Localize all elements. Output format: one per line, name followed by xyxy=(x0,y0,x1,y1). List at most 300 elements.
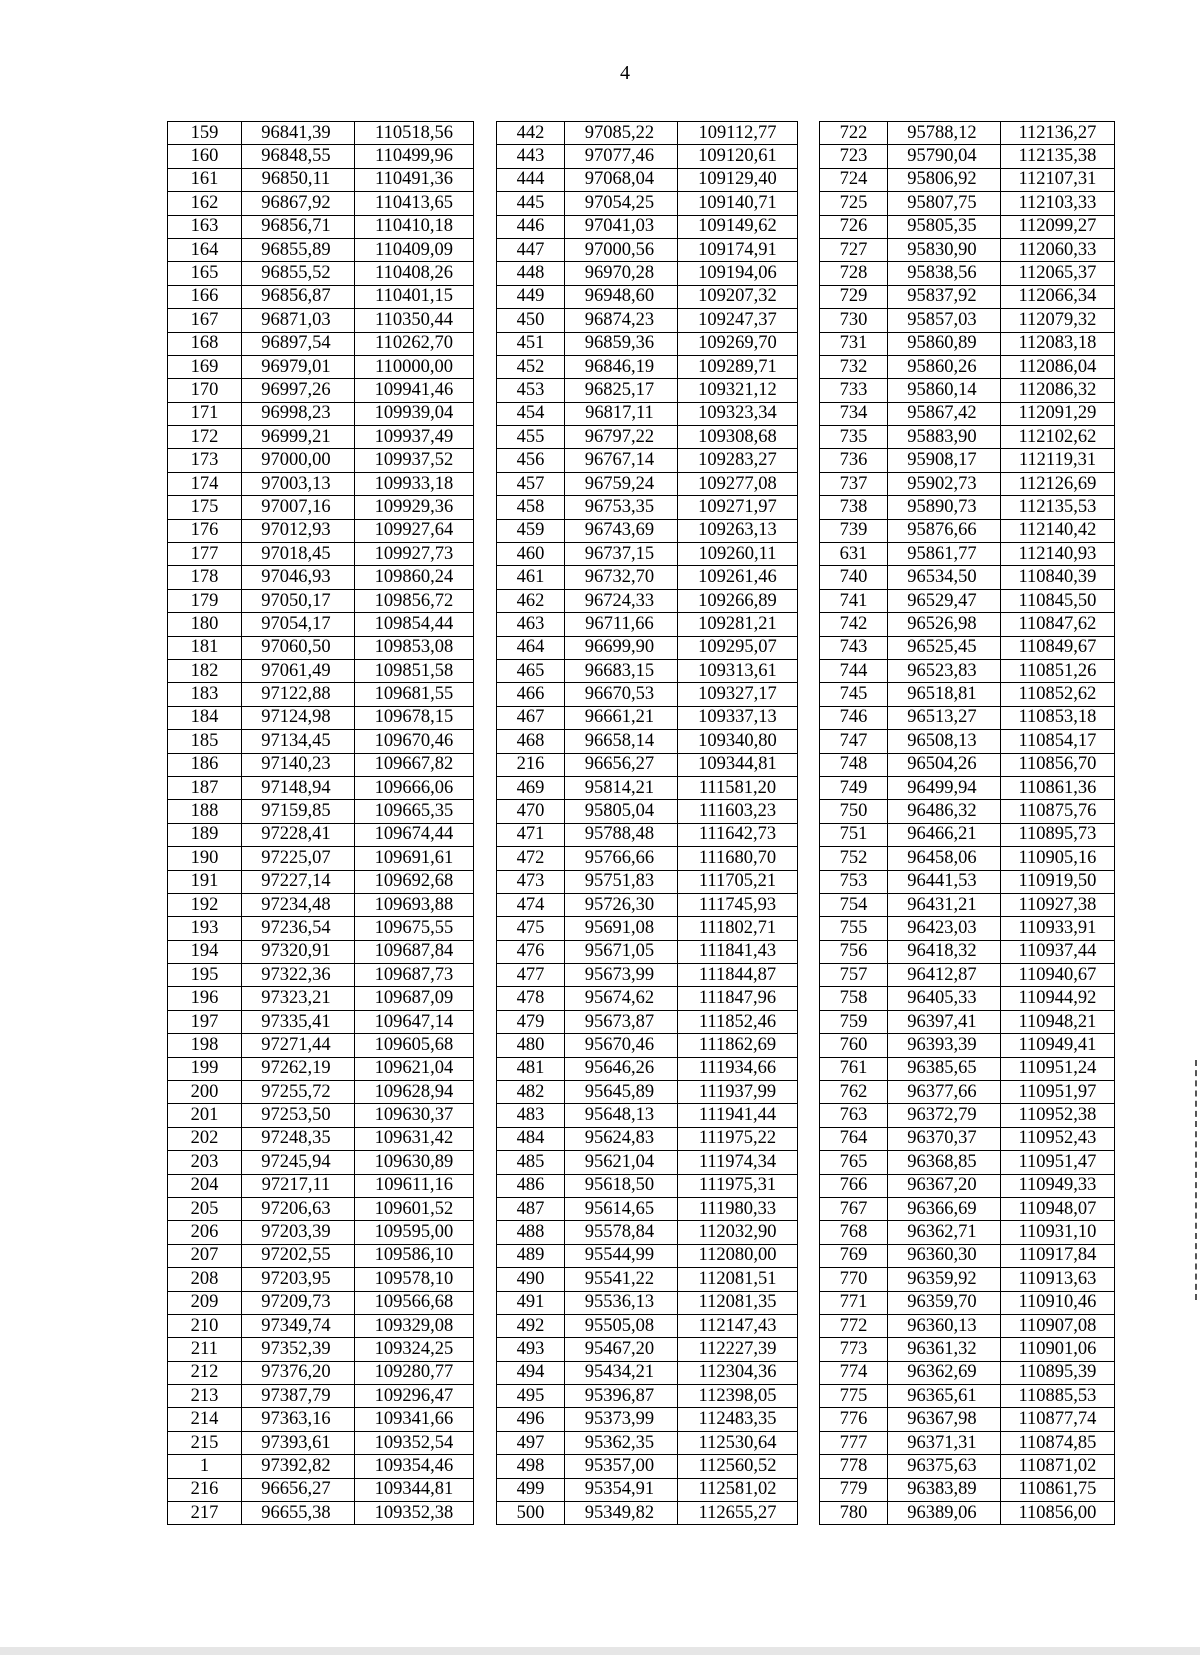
column-separator xyxy=(474,1244,497,1267)
x-coordinate-cell: 95830,90 xyxy=(887,238,1000,261)
scan-edge xyxy=(0,1647,1200,1655)
column-separator xyxy=(797,730,820,753)
x-coordinate-cell: 96856,87 xyxy=(241,285,354,308)
y-coordinate-cell: 112079,32 xyxy=(1000,309,1114,332)
table-row xyxy=(168,613,1115,636)
x-coordinate-cell: 96711,66 xyxy=(565,613,678,636)
y-coordinate-cell: 110840,39 xyxy=(1000,566,1114,589)
point-number-cell: 494 xyxy=(496,1361,565,1384)
table-row xyxy=(168,589,1115,612)
table-row xyxy=(168,1455,1115,1478)
column-separator xyxy=(474,800,497,823)
point-number-cell: 750 xyxy=(820,800,888,823)
column-separator xyxy=(474,636,497,659)
table-row xyxy=(168,1502,1115,1525)
y-coordinate-cell: 112102,62 xyxy=(1000,426,1114,449)
column-separator xyxy=(797,1338,820,1361)
x-coordinate-cell: 95751,83 xyxy=(565,870,678,893)
point-number-cell: 499 xyxy=(496,1478,565,1501)
point-number-cell: 456 xyxy=(496,449,565,472)
y-coordinate-cell: 109341,66 xyxy=(354,1408,473,1431)
y-coordinate-cell: 109323,34 xyxy=(678,402,797,425)
x-coordinate-cell: 96732,70 xyxy=(565,566,678,589)
column-separator xyxy=(797,753,820,776)
point-number-cell: 183 xyxy=(168,683,242,706)
column-separator xyxy=(797,1057,820,1080)
x-coordinate-cell: 95807,75 xyxy=(887,192,1000,215)
y-coordinate-cell: 109667,82 xyxy=(354,753,473,776)
column-separator xyxy=(797,168,820,191)
y-coordinate-cell: 110847,62 xyxy=(1000,613,1114,636)
point-number-cell: 211 xyxy=(168,1338,242,1361)
y-coordinate-cell: 109280,77 xyxy=(354,1361,473,1384)
x-coordinate-cell: 95867,42 xyxy=(887,402,1000,425)
point-number-cell: 760 xyxy=(820,1034,888,1057)
x-coordinate-cell: 95857,03 xyxy=(887,309,1000,332)
point-number-cell: 761 xyxy=(820,1057,888,1080)
y-coordinate-cell: 109621,04 xyxy=(354,1057,473,1080)
table-row xyxy=(168,332,1115,355)
column-separator xyxy=(797,1010,820,1033)
x-coordinate-cell: 95648,13 xyxy=(565,1104,678,1127)
x-coordinate-cell: 97077,46 xyxy=(565,145,678,168)
y-coordinate-cell: 111680,70 xyxy=(678,847,797,870)
y-coordinate-cell: 109281,21 xyxy=(678,613,797,636)
column-separator xyxy=(474,215,497,238)
point-number-cell: 474 xyxy=(496,893,565,916)
table-row xyxy=(168,1478,1115,1501)
column-separator xyxy=(474,870,497,893)
column-separator xyxy=(797,402,820,425)
table-row xyxy=(168,285,1115,308)
x-coordinate-cell: 96367,98 xyxy=(887,1408,1000,1431)
column-separator xyxy=(474,426,497,449)
column-separator xyxy=(474,1034,497,1057)
y-coordinate-cell: 112065,37 xyxy=(1000,262,1114,285)
table-row xyxy=(168,449,1115,472)
y-coordinate-cell: 109927,73 xyxy=(354,543,473,566)
point-number-cell: 479 xyxy=(496,1010,565,1033)
point-number-cell: 450 xyxy=(496,309,565,332)
table-row xyxy=(168,683,1115,706)
x-coordinate-cell: 96656,27 xyxy=(565,753,678,776)
x-coordinate-cell: 95860,26 xyxy=(887,355,1000,378)
column-separator xyxy=(474,613,497,636)
x-coordinate-cell: 97148,94 xyxy=(241,776,354,799)
x-coordinate-cell: 96441,53 xyxy=(887,870,1000,893)
y-coordinate-cell: 109586,10 xyxy=(354,1244,473,1267)
point-number-cell: 205 xyxy=(168,1197,242,1220)
x-coordinate-cell: 96362,69 xyxy=(887,1361,1000,1384)
point-number-cell: 489 xyxy=(496,1244,565,1267)
column-separator xyxy=(797,800,820,823)
column-separator xyxy=(797,1127,820,1150)
point-number-cell: 478 xyxy=(496,987,565,1010)
table-row xyxy=(168,355,1115,378)
y-coordinate-cell: 109937,49 xyxy=(354,426,473,449)
y-coordinate-cell: 109681,55 xyxy=(354,683,473,706)
table-row xyxy=(168,402,1115,425)
column-separator xyxy=(474,753,497,776)
y-coordinate-cell: 109939,04 xyxy=(354,402,473,425)
y-coordinate-cell: 109937,52 xyxy=(354,449,473,472)
y-coordinate-cell: 110931,10 xyxy=(1000,1221,1114,1244)
point-number-cell: 482 xyxy=(496,1081,565,1104)
x-coordinate-cell: 97007,16 xyxy=(241,496,354,519)
point-number-cell: 217 xyxy=(168,1502,242,1525)
table-row xyxy=(168,543,1115,566)
y-coordinate-cell: 109611,16 xyxy=(354,1174,473,1197)
column-separator xyxy=(797,262,820,285)
column-separator xyxy=(797,893,820,916)
y-coordinate-cell: 110861,75 xyxy=(1000,1478,1114,1501)
x-coordinate-cell: 96375,63 xyxy=(887,1455,1000,1478)
point-number-cell: 191 xyxy=(168,870,242,893)
y-coordinate-cell: 110901,06 xyxy=(1000,1338,1114,1361)
x-coordinate-cell: 97363,16 xyxy=(241,1408,354,1431)
point-number-cell: 452 xyxy=(496,355,565,378)
y-coordinate-cell: 109628,94 xyxy=(354,1081,473,1104)
point-number-cell: 732 xyxy=(820,355,888,378)
column-separator xyxy=(474,332,497,355)
y-coordinate-cell: 109263,13 xyxy=(678,519,797,542)
x-coordinate-cell: 97012,93 xyxy=(241,519,354,542)
x-coordinate-cell: 96397,41 xyxy=(887,1010,1000,1033)
x-coordinate-cell: 97050,17 xyxy=(241,589,354,612)
column-separator xyxy=(797,636,820,659)
point-number-cell: 729 xyxy=(820,285,888,308)
column-separator xyxy=(797,145,820,168)
x-coordinate-cell: 97253,50 xyxy=(241,1104,354,1127)
y-coordinate-cell: 109578,10 xyxy=(354,1268,473,1291)
y-coordinate-cell: 110895,73 xyxy=(1000,823,1114,846)
table-row xyxy=(168,566,1115,589)
point-number-cell: 442 xyxy=(496,122,565,145)
point-number-cell: 758 xyxy=(820,987,888,1010)
x-coordinate-cell: 97248,35 xyxy=(241,1127,354,1150)
point-number-cell: 733 xyxy=(820,379,888,402)
y-coordinate-cell: 110877,74 xyxy=(1000,1408,1114,1431)
point-number-cell: 741 xyxy=(820,589,888,612)
point-number-cell: 202 xyxy=(168,1127,242,1150)
point-number-cell: 744 xyxy=(820,659,888,682)
x-coordinate-cell: 96431,21 xyxy=(887,893,1000,916)
y-coordinate-cell: 109666,06 xyxy=(354,776,473,799)
table-row xyxy=(168,496,1115,519)
point-number-cell: 216 xyxy=(496,753,565,776)
x-coordinate-cell: 97349,74 xyxy=(241,1314,354,1337)
point-number-cell: 190 xyxy=(168,847,242,870)
column-separator xyxy=(797,1081,820,1104)
column-separator xyxy=(797,1151,820,1174)
point-number-cell: 498 xyxy=(496,1455,565,1478)
page-number: 4 xyxy=(620,62,630,84)
x-coordinate-cell: 96743,69 xyxy=(565,519,678,542)
table-body xyxy=(168,122,1115,1525)
point-number-cell: 465 xyxy=(496,659,565,682)
point-number-cell: 444 xyxy=(496,168,565,191)
point-number-cell: 771 xyxy=(820,1291,888,1314)
y-coordinate-cell: 109693,88 xyxy=(354,893,473,916)
table-row xyxy=(168,168,1115,191)
y-coordinate-cell: 109120,61 xyxy=(678,145,797,168)
point-number-cell: 186 xyxy=(168,753,242,776)
table-row xyxy=(168,1408,1115,1431)
column-separator xyxy=(474,309,497,332)
point-number-cell: 493 xyxy=(496,1338,565,1361)
column-separator xyxy=(797,1104,820,1127)
table-row xyxy=(168,1361,1115,1384)
table-row xyxy=(168,1057,1115,1080)
column-separator xyxy=(797,1408,820,1431)
point-number-cell: 184 xyxy=(168,706,242,729)
table-row xyxy=(168,1338,1115,1361)
y-coordinate-cell: 109129,40 xyxy=(678,168,797,191)
x-coordinate-cell: 95890,73 xyxy=(887,496,1000,519)
y-coordinate-cell: 110350,44 xyxy=(354,309,473,332)
y-coordinate-cell: 112091,29 xyxy=(1000,402,1114,425)
point-number-cell: 743 xyxy=(820,636,888,659)
x-coordinate-cell: 97387,79 xyxy=(241,1385,354,1408)
x-coordinate-cell: 97202,55 xyxy=(241,1244,354,1267)
point-number-cell: 774 xyxy=(820,1361,888,1384)
x-coordinate-cell: 96458,06 xyxy=(887,847,1000,870)
point-number-cell: 778 xyxy=(820,1455,888,1478)
column-separator xyxy=(797,449,820,472)
x-coordinate-cell: 96683,15 xyxy=(565,659,678,682)
column-separator xyxy=(474,659,497,682)
x-coordinate-cell: 97323,21 xyxy=(241,987,354,1010)
y-coordinate-cell: 109687,84 xyxy=(354,940,473,963)
column-separator xyxy=(797,683,820,706)
point-number-cell: 214 xyxy=(168,1408,242,1431)
y-coordinate-cell: 109631,42 xyxy=(354,1127,473,1150)
y-coordinate-cell: 112655,27 xyxy=(678,1502,797,1525)
x-coordinate-cell: 97018,45 xyxy=(241,543,354,566)
x-coordinate-cell: 96970,28 xyxy=(565,262,678,285)
point-number-cell: 165 xyxy=(168,262,242,285)
column-separator xyxy=(474,168,497,191)
x-coordinate-cell: 96841,39 xyxy=(241,122,354,145)
point-number-cell: 172 xyxy=(168,426,242,449)
column-separator xyxy=(474,1361,497,1384)
y-coordinate-cell: 109277,08 xyxy=(678,472,797,495)
column-separator xyxy=(474,1104,497,1127)
column-separator xyxy=(474,262,497,285)
column-separator xyxy=(797,215,820,238)
table-row xyxy=(168,870,1115,893)
column-separator xyxy=(474,1291,497,1314)
point-number-cell: 738 xyxy=(820,496,888,519)
x-coordinate-cell: 96825,17 xyxy=(565,379,678,402)
point-number-cell: 216 xyxy=(168,1478,242,1501)
x-coordinate-cell: 97234,48 xyxy=(241,893,354,916)
point-number-cell: 451 xyxy=(496,332,565,355)
column-separator xyxy=(474,566,497,589)
x-coordinate-cell: 97060,50 xyxy=(241,636,354,659)
x-coordinate-cell: 97003,13 xyxy=(241,472,354,495)
point-number-cell: 195 xyxy=(168,964,242,987)
x-coordinate-cell: 95876,66 xyxy=(887,519,1000,542)
column-separator xyxy=(797,1455,820,1478)
point-number-cell: 185 xyxy=(168,730,242,753)
column-separator xyxy=(474,964,497,987)
x-coordinate-cell: 96362,71 xyxy=(887,1221,1000,1244)
y-coordinate-cell: 109313,61 xyxy=(678,659,797,682)
y-coordinate-cell: 112086,04 xyxy=(1000,355,1114,378)
y-coordinate-cell: 109271,97 xyxy=(678,496,797,519)
y-coordinate-cell: 111937,99 xyxy=(678,1081,797,1104)
point-number-cell: 162 xyxy=(168,192,242,215)
point-number-cell: 464 xyxy=(496,636,565,659)
y-coordinate-cell: 110856,00 xyxy=(1000,1502,1114,1525)
x-coordinate-cell: 97335,41 xyxy=(241,1010,354,1033)
column-separator xyxy=(797,472,820,495)
y-coordinate-cell: 111603,23 xyxy=(678,800,797,823)
column-separator xyxy=(474,1151,497,1174)
point-number-cell: 187 xyxy=(168,776,242,799)
y-coordinate-cell: 110491,36 xyxy=(354,168,473,191)
column-separator xyxy=(797,1291,820,1314)
y-coordinate-cell: 112032,90 xyxy=(678,1221,797,1244)
x-coordinate-cell: 96405,33 xyxy=(887,987,1000,1010)
table-row xyxy=(168,753,1115,776)
column-separator xyxy=(474,1174,497,1197)
point-number-cell: 458 xyxy=(496,496,565,519)
x-coordinate-cell: 95505,08 xyxy=(565,1314,678,1337)
point-number-cell: 770 xyxy=(820,1268,888,1291)
x-coordinate-cell: 96534,50 xyxy=(887,566,1000,589)
x-coordinate-cell: 96523,83 xyxy=(887,659,1000,682)
table-row xyxy=(168,730,1115,753)
table-row xyxy=(168,262,1115,285)
column-separator xyxy=(797,309,820,332)
table-row xyxy=(168,776,1115,799)
x-coordinate-cell: 97203,39 xyxy=(241,1221,354,1244)
x-coordinate-cell: 95541,22 xyxy=(565,1268,678,1291)
y-coordinate-cell: 110951,97 xyxy=(1000,1081,1114,1104)
table-row xyxy=(168,472,1115,495)
x-coordinate-cell: 96359,70 xyxy=(887,1291,1000,1314)
table-row xyxy=(168,1127,1115,1150)
x-coordinate-cell: 95467,20 xyxy=(565,1338,678,1361)
y-coordinate-cell: 109851,58 xyxy=(354,659,473,682)
point-number-cell: 725 xyxy=(820,192,888,215)
x-coordinate-cell: 97271,44 xyxy=(241,1034,354,1057)
column-separator xyxy=(474,1221,497,1244)
point-number-cell: 481 xyxy=(496,1057,565,1080)
point-number-cell: 175 xyxy=(168,496,242,519)
y-coordinate-cell: 109941,46 xyxy=(354,379,473,402)
x-coordinate-cell: 97054,25 xyxy=(565,192,678,215)
y-coordinate-cell: 110413,65 xyxy=(354,192,473,215)
y-coordinate-cell: 110949,41 xyxy=(1000,1034,1114,1057)
table-row xyxy=(168,1385,1115,1408)
x-coordinate-cell: 97262,19 xyxy=(241,1057,354,1080)
x-coordinate-cell: 97122,88 xyxy=(241,683,354,706)
point-number-cell: 496 xyxy=(496,1408,565,1431)
point-number-cell: 207 xyxy=(168,1244,242,1267)
y-coordinate-cell: 109344,81 xyxy=(678,753,797,776)
column-separator xyxy=(474,519,497,542)
point-number-cell: 462 xyxy=(496,589,565,612)
x-coordinate-cell: 96670,53 xyxy=(565,683,678,706)
point-number-cell: 463 xyxy=(496,613,565,636)
column-separator xyxy=(474,1314,497,1337)
point-number-cell: 461 xyxy=(496,566,565,589)
y-coordinate-cell: 109340,80 xyxy=(678,730,797,753)
x-coordinate-cell: 95788,48 xyxy=(565,823,678,846)
x-coordinate-cell: 97000,56 xyxy=(565,238,678,261)
column-separator xyxy=(797,1478,820,1501)
x-coordinate-cell: 96466,21 xyxy=(887,823,1000,846)
x-coordinate-cell: 97000,00 xyxy=(241,449,354,472)
x-coordinate-cell: 96383,89 xyxy=(887,1478,1000,1501)
point-number-cell: 201 xyxy=(168,1104,242,1127)
table-row xyxy=(168,917,1115,940)
column-separator xyxy=(797,355,820,378)
x-coordinate-cell: 97085,22 xyxy=(565,122,678,145)
y-coordinate-cell: 112103,33 xyxy=(1000,192,1114,215)
point-number-cell: 468 xyxy=(496,730,565,753)
column-separator xyxy=(474,847,497,870)
x-coordinate-cell: 97320,91 xyxy=(241,940,354,963)
table-row xyxy=(168,847,1115,870)
x-coordinate-cell: 96850,11 xyxy=(241,168,354,191)
point-number-cell: 777 xyxy=(820,1431,888,1454)
point-number-cell: 480 xyxy=(496,1034,565,1057)
y-coordinate-cell: 110409,09 xyxy=(354,238,473,261)
y-coordinate-cell: 110518,56 xyxy=(354,122,473,145)
point-number-cell: 477 xyxy=(496,964,565,987)
y-coordinate-cell: 110944,92 xyxy=(1000,987,1114,1010)
x-coordinate-cell: 97225,07 xyxy=(241,847,354,870)
point-number-cell: 466 xyxy=(496,683,565,706)
point-number-cell: 179 xyxy=(168,589,242,612)
y-coordinate-cell: 110917,84 xyxy=(1000,1244,1114,1267)
y-coordinate-cell: 111642,73 xyxy=(678,823,797,846)
point-number-cell: 189 xyxy=(168,823,242,846)
point-number-cell: 453 xyxy=(496,379,565,402)
y-coordinate-cell: 110895,39 xyxy=(1000,1361,1114,1384)
x-coordinate-cell: 97203,95 xyxy=(241,1268,354,1291)
x-coordinate-cell: 95908,17 xyxy=(887,449,1000,472)
column-separator xyxy=(474,1431,497,1454)
y-coordinate-cell: 112227,39 xyxy=(678,1338,797,1361)
column-separator xyxy=(797,192,820,215)
column-separator xyxy=(797,1502,820,1525)
y-coordinate-cell: 111581,20 xyxy=(678,776,797,799)
column-separator xyxy=(797,379,820,402)
table-row xyxy=(168,379,1115,402)
column-separator xyxy=(797,238,820,261)
column-separator xyxy=(474,238,497,261)
table-row xyxy=(168,1291,1115,1314)
x-coordinate-cell: 95621,04 xyxy=(565,1151,678,1174)
x-coordinate-cell: 97352,39 xyxy=(241,1338,354,1361)
x-coordinate-cell: 95362,35 xyxy=(565,1431,678,1454)
x-coordinate-cell: 95674,62 xyxy=(565,987,678,1010)
x-coordinate-cell: 96846,19 xyxy=(565,355,678,378)
x-coordinate-cell: 95373,99 xyxy=(565,1408,678,1431)
y-coordinate-cell: 112135,38 xyxy=(1000,145,1114,168)
x-coordinate-cell: 96367,20 xyxy=(887,1174,1000,1197)
table-row xyxy=(168,800,1115,823)
y-coordinate-cell: 110849,67 xyxy=(1000,636,1114,659)
y-coordinate-cell: 109354,46 xyxy=(354,1455,473,1478)
point-number-cell: 198 xyxy=(168,1034,242,1057)
y-coordinate-cell: 112135,53 xyxy=(1000,496,1114,519)
